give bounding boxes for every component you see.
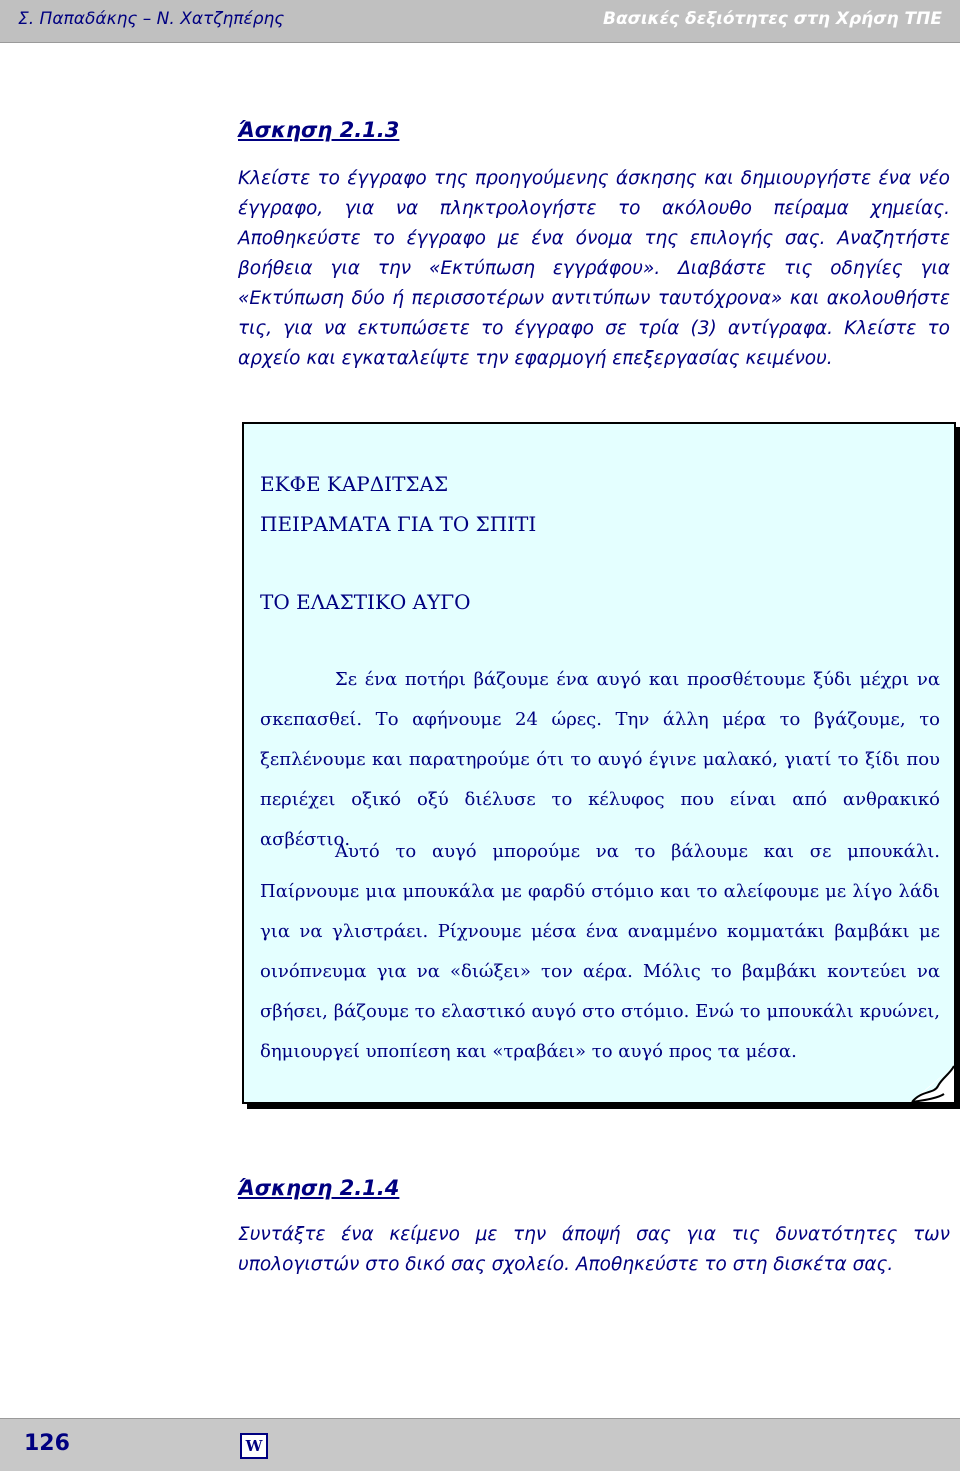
- page-footer: [0, 1418, 960, 1471]
- exercise-text-1: Κλείστε το έγγραφο της προηγούμενης άσκησης και δημιουργήστε ένα νέο έγγραφο, για να πληκτρολογήστε το ακόλουθο πείραμα χημείας. Αποθηκεύστε το έγγραφο με ένα όνομα της επιλογής σας. Αναζητήστε βοήθεια για την «Εκτύπωση εγγράφου». Διαβάστε τις οδηγίες για «Εκτύπωση δύο ή περισσοτέρων αντιτύπων ταυτόχρονα» και ακολουθήστε τις, για να εκτυπώσετε το έγγραφο σε τρία (3) αντίγραφα. Κλείστε το αρχείο και εγκαταλείψτε την εφαρμογή επεξεργασίας κειμένου.: [238, 168, 950, 369]
- experiment-note: [242, 422, 956, 1104]
- note-paragraph-1: Σε ένα ποτήρι βάζουμε ένα αυγό και προσθέτουμε ξύδι μέχρι να σκεπασθεί. Το αφήνουμε 24 ώρες. Την άλλη μέρα το βγάζουμε, το ξεπλένουμε και παρατηρούμε ότι το αυγό έγινε μαλακό, γιατί το ξίδι που περιέχει οξικό οξύ διέλυσε το κέλυφος που είναι από ανθρακικό ασβέστιο.: [260, 669, 940, 850]
- page-curl-icon: [908, 1064, 956, 1104]
- note-org: ΕΚΦΕ ΚΑΡΔΙΤΣΑΣ: [260, 472, 449, 496]
- page-header: [0, 0, 960, 43]
- note-paragraph-2: Αυτό το αυγό μπορούμε να το βάλουμε και σε μπουκάλι. Παίρνουμε μια μπουκάλα με φαρδύ στόμιο και το αλείφουμε με λίγο λάδι για να γλιστράει. Ρίχνουμε μέσα ένα αναμμένο κομματάκι βαμβάκι με οινόπνευμα για να «διώξει» τον αέρα. Μόλις το βαμβάκι κοντεύει να σβήσει, βάζουμε το ελαστικό αυγό στο στόμιο. Ενώ το μπουκάλι κρυώνει, δημιουργεί υποπίεση και «τραβάει» το αυγό προς τα μέσα.: [260, 841, 940, 1062]
- header-book-title: Βασικές δεξιότητες στη Χρήση ΤΠΕ: [603, 9, 942, 29]
- header-authors: Σ. Παπαδάκης – Ν. Χατζηπέρης: [18, 9, 285, 29]
- word-icon-letter: W: [245, 1437, 263, 1455]
- page-number: 126: [24, 1431, 70, 1456]
- exercise-text-2: Συντάξτε ένα κείμενο με την άποψή σας για τις δυνατότητες των υπολογιστών στο δικό σας σχολείο. Αποθηκεύστε το στη δισκέτα σας.: [238, 1224, 950, 1275]
- exercise-title-2: Άσκηση 2.1.4: [238, 1176, 400, 1200]
- exercise-title-1: Άσκηση 2.1.3: [238, 118, 400, 142]
- note-series: ΠΕΙΡΑΜΑΤΑ ΓΙΑ ΤΟ ΣΠΙΤΙ: [260, 512, 537, 536]
- note-experiment-title: ΤΟ ΕΛΑΣΤΙΚΟ ΑΥΓΟ: [260, 590, 471, 614]
- word-icon: [240, 1433, 268, 1459]
